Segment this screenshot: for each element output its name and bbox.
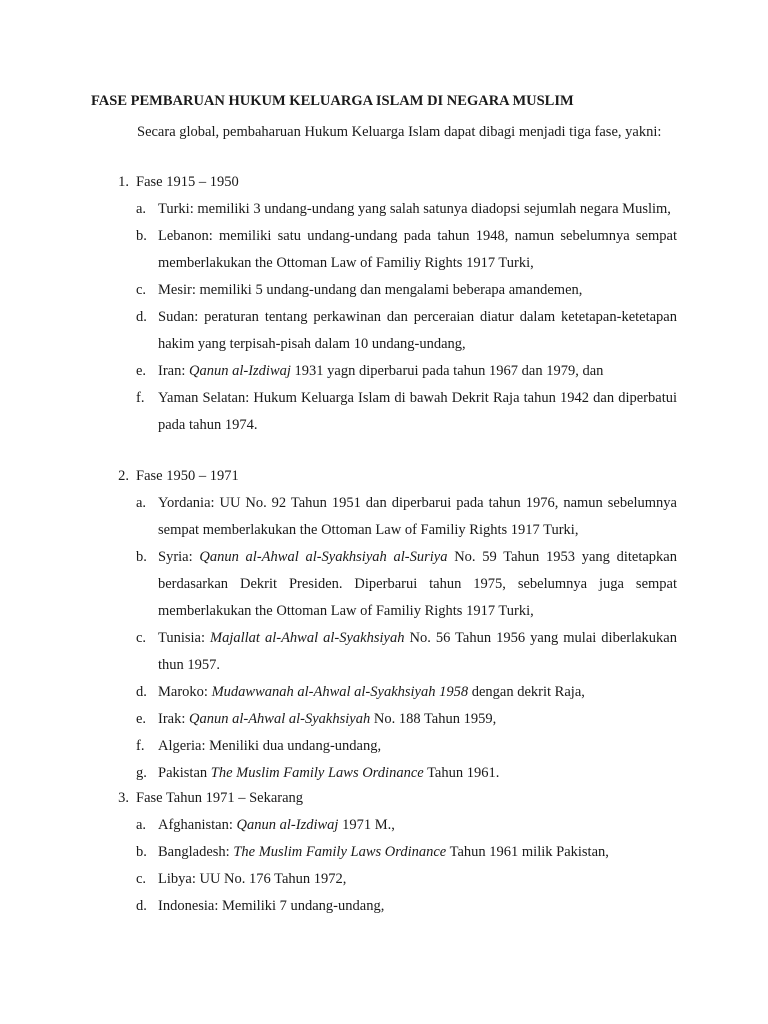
- text-run: dengan dekrit Raja,: [468, 684, 585, 700]
- section-items: [91, 490, 677, 787]
- list-item-letter: a.: [136, 495, 147, 511]
- text-run: No. 59 Tahun 1953 yang ditetapkan berdasarkan Dekrit Presiden. Diperbarui tahun 1975, sebelumnya juga sempat memberlakukan the Ottoman Law of Familiy Rights 1917 Turki,: [158, 549, 677, 619]
- list-item-text: [158, 812, 677, 839]
- list-item-text: [158, 385, 677, 439]
- text-run: Sudan: peraturan tentang perkawinan dan perceraian diatur dalam ketetapan-ketetapan hakim yang terpisah-pisah dalam 10 undang-undang,: [158, 309, 677, 352]
- list-item: [91, 733, 677, 760]
- list-item-letter: b.: [136, 549, 147, 565]
- list-item-text: [158, 706, 677, 733]
- list-item: [91, 679, 677, 706]
- section-phase-1: [91, 169, 677, 439]
- document-title: FASE PEMBARUAN HUKUM KELUARGA ISLAM DI NEGARA MUSLIM: [91, 93, 574, 109]
- text-run: No. 56 Tahun 1956 yang mulai diberlakukan thun 1957.: [158, 630, 677, 673]
- list-item-letter: d.: [136, 898, 147, 914]
- section-heading: [91, 169, 677, 196]
- list-item: [91, 490, 677, 544]
- list-item-letter: d.: [136, 309, 147, 325]
- text-run: No. 188 Tahun 1959,: [370, 711, 497, 727]
- text-run: Indonesia: Memiliki 7 undang-undang,: [158, 898, 385, 914]
- list-item: [91, 839, 677, 866]
- text-run: Pakistan: [158, 765, 211, 781]
- list-item-text: [158, 893, 677, 920]
- list-item-letter: e.: [136, 363, 147, 379]
- text-run: Yaman Selatan: Hukum Keluarga Islam di bawah Dekrit Raja tahun 1942 dan diperbatui pada tahun 1974.: [158, 390, 677, 433]
- list-item-text: [158, 544, 677, 625]
- italic-term: Majallat al-Ahwal al-Syakhsiyah: [210, 630, 405, 646]
- intro-paragraph: Secara global, pembaharuan Hukum Keluarga Islam dapat dibagi menjadi tiga fase, yakni:: [137, 124, 662, 140]
- section-heading: [91, 785, 677, 812]
- italic-term: Qanun al-Ahwal al-Syakhsiyah: [189, 711, 371, 727]
- text-run: Bangladesh:: [158, 844, 234, 860]
- text-run: Turki: memiliki 3 undang-undang yang salah satunya diadopsi sejumlah negara Muslim,: [158, 201, 671, 217]
- italic-term: Qanun al-Izdiwaj: [189, 363, 291, 379]
- text-run: Afghanistan:: [158, 817, 237, 833]
- text-run: Iran:: [158, 363, 189, 379]
- list-item: [91, 812, 677, 839]
- section-items: [91, 812, 677, 920]
- list-item-letter: b.: [136, 844, 147, 860]
- list-item: [91, 625, 677, 679]
- list-item: [91, 544, 677, 625]
- list-item-text: [158, 679, 677, 706]
- section-items: [91, 196, 677, 439]
- text-run: 1931 yagn diperbarui pada tahun 1967 dan 1979, dan: [290, 363, 604, 379]
- list-item-text: [158, 625, 677, 679]
- text-run: Tunisia:: [158, 630, 211, 646]
- section-label: Fase 1950 – 1971: [136, 468, 239, 484]
- italic-term: Mudawwanah al-Ahwal al-Syakhsiyah 1958: [211, 684, 469, 700]
- text-run: Irak:: [158, 711, 189, 727]
- list-item-text: [158, 358, 677, 385]
- list-item: [91, 385, 677, 439]
- list-item-text: [158, 733, 677, 760]
- list-item-text: [158, 223, 677, 277]
- list-item-letter: c.: [136, 630, 147, 646]
- list-item: [91, 866, 677, 893]
- section-number: 1.: [118, 174, 129, 190]
- list-item-letter: a.: [136, 817, 147, 833]
- italic-term: The Muslim Family Laws Ordinance: [233, 844, 447, 860]
- section-label: Fase Tahun 1971 – Sekarang: [136, 790, 304, 806]
- text-run: 1971 M.,: [338, 817, 395, 833]
- text-run: Syria:: [158, 549, 200, 565]
- list-item: [91, 893, 677, 920]
- list-item-letter: f.: [136, 390, 145, 406]
- list-item-letter: b.: [136, 228, 147, 244]
- list-item-text: [158, 866, 677, 893]
- section-number: 2.: [118, 468, 129, 484]
- list-item-letter: e.: [136, 711, 147, 727]
- section-heading: [91, 463, 677, 490]
- text-run: Yordania: UU No. 92 Tahun 1951 dan diperbarui pada tahun 1976, namun sebelumnya sempat memberlakukan the Ottoman Law of Familiy Rights 1917 Turki,: [158, 495, 677, 538]
- list-item-text: [158, 839, 677, 866]
- text-run: Tahun 1961.: [423, 765, 500, 781]
- section-phase-3: [91, 785, 677, 920]
- list-item-text: [158, 490, 677, 544]
- list-item: [91, 277, 677, 304]
- list-item-letter: g.: [136, 765, 147, 781]
- section-label: Fase 1915 – 1950: [136, 174, 239, 190]
- text-run: Mesir: memiliki 5 undang-undang dan mengalami beberapa amandemen,: [158, 282, 583, 298]
- list-item: [91, 196, 677, 223]
- list-item-letter: c.: [136, 871, 147, 887]
- text-run: Lebanon: memiliki satu undang-undang pada tahun 1948, namun sebelumnya sempat memberlakukan the Ottoman Law of Familiy Rights 1917 Turki,: [158, 228, 677, 271]
- list-item: [91, 760, 677, 787]
- section-number: 3.: [118, 790, 129, 806]
- list-item-text: [158, 277, 677, 304]
- list-item-letter: c.: [136, 282, 147, 298]
- section-phase-2: [91, 463, 677, 787]
- text-run: Libya: UU No. 176 Tahun 1972,: [158, 871, 347, 887]
- text-run: Tahun 1961 milik Pakistan,: [446, 844, 609, 860]
- list-item: [91, 358, 677, 385]
- list-item: [91, 223, 677, 277]
- text-run: Algeria: Meniliki dua undang-undang,: [158, 738, 382, 754]
- list-item-letter: f.: [136, 738, 145, 754]
- list-item: [91, 706, 677, 733]
- list-item-letter: a.: [136, 201, 147, 217]
- list-item-letter: d.: [136, 684, 147, 700]
- italic-term: Qanun al-Ahwal al-Syakhsiyah al-Suriya: [199, 549, 448, 565]
- list-item-text: [158, 760, 677, 787]
- italic-term: Qanun al-Izdiwaj: [236, 817, 339, 833]
- text-run: Maroko:: [158, 684, 212, 700]
- list-item-text: [158, 196, 677, 223]
- list-item: [91, 304, 677, 358]
- italic-term: The Muslim Family Laws Ordinance: [210, 765, 424, 781]
- list-item-text: [158, 304, 677, 358]
